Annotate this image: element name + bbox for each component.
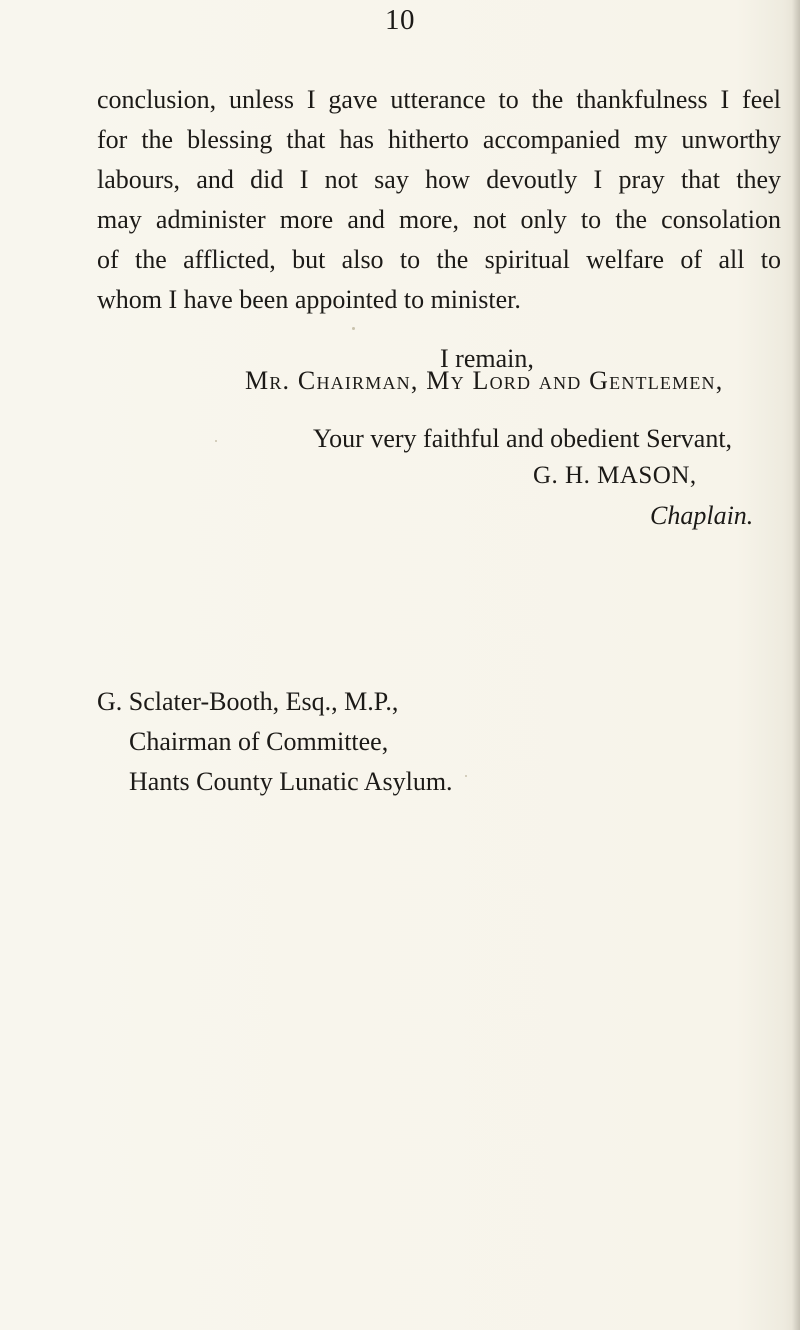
body-line: whom I have been appointed to minister.: [97, 285, 521, 314]
body-line: labours, and did I not say how devoutly I pray that they: [97, 165, 781, 194]
page-number: 10: [385, 4, 415, 36]
body-line: for the blessing that has hitherto accompanied my unworthy: [97, 125, 781, 154]
paper-speck: [352, 327, 355, 330]
signatory-name: G. H. MASON,: [533, 462, 697, 489]
letter-body: [97, 80, 781, 320]
paper-speck: [465, 775, 467, 777]
closing-address: Mr. Chairman, My Lord and Gentlemen,: [245, 366, 724, 395]
closing-remain: I remain,: [440, 344, 534, 373]
addressee-name: G. Sclater-Booth, Esq., M.P.,: [97, 687, 399, 716]
closing-servant: Your very faithful and obedient Servant,: [313, 424, 733, 453]
body-line: may administer more and more, not only to the consolation: [97, 205, 781, 234]
body-line: conclusion, unless I gave utterance to the thankfulness I feel: [97, 85, 781, 114]
addressee-role: Chairman of Committee,: [129, 727, 389, 756]
addressee-block: [97, 682, 453, 802]
signatory-title: Chaplain.: [650, 501, 754, 530]
addressee-institution: Hants County Lunatic Asylum.: [129, 767, 453, 796]
paper-speck: [215, 440, 217, 442]
page-edge-shadow: [792, 0, 800, 1330]
body-line: of the afflicted, but also to the spiritual welfare of all to: [97, 245, 781, 274]
